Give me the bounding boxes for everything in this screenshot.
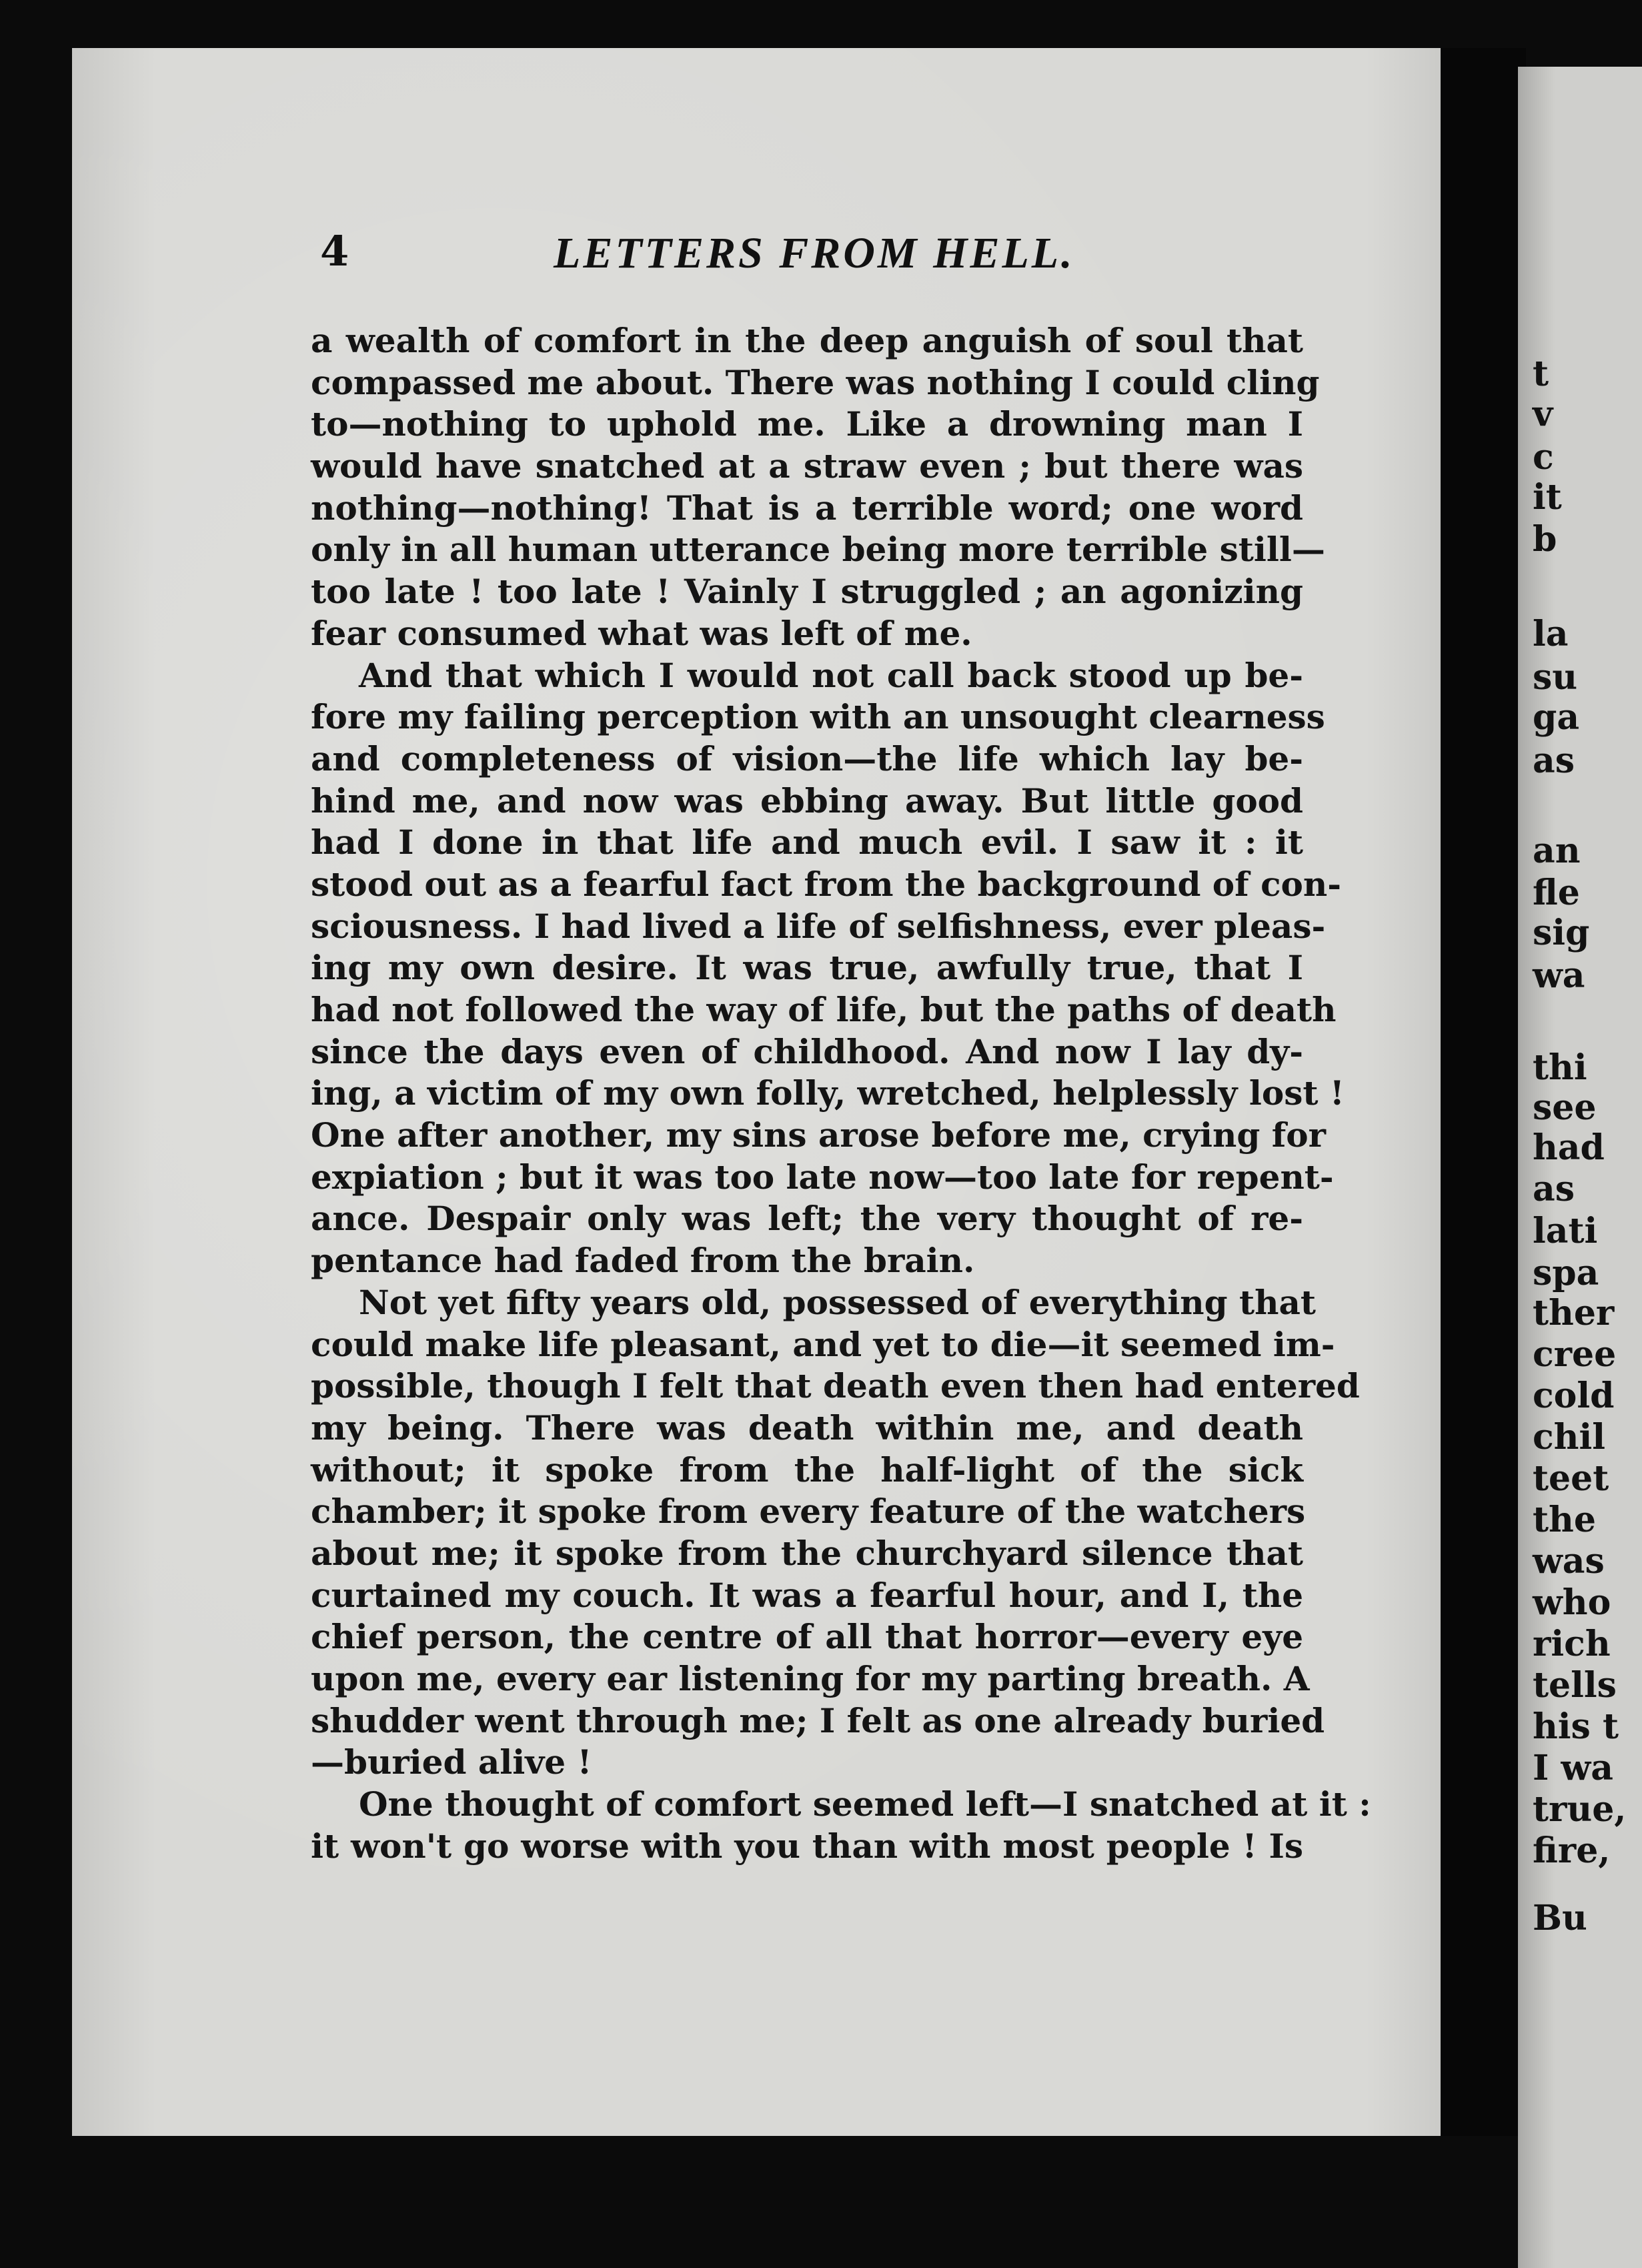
facing-page-fragment: wa xyxy=(1533,955,1585,996)
page-number: 4 xyxy=(320,227,349,275)
facing-page-fragment: as xyxy=(1533,1169,1575,1209)
facing-page-fragment: the xyxy=(1533,1500,1596,1540)
text-line: could make life pleasant, and yet to die—it seemed im- xyxy=(311,1324,1335,1364)
facing-page-fragment: rich xyxy=(1533,1624,1611,1664)
text-line: without; it spoke from the half-light of the sick xyxy=(311,1450,1303,1490)
facing-page-fragment: thi xyxy=(1533,1047,1587,1088)
text-line: ance. Despair only was left; the very thought of re- xyxy=(311,1199,1303,1239)
facing-page-fragment: Bu xyxy=(1533,1898,1587,1938)
text-line: fear consumed what was left of me. xyxy=(311,613,972,653)
text-line: upon me, every ear listening for my parting breath. A xyxy=(311,1659,1310,1698)
text-line: would have snatched at a straw even ; but there was xyxy=(311,446,1303,486)
text-line: a wealth of comfort in the deep anguish of soul that xyxy=(311,321,1303,360)
paragraph xyxy=(311,655,1345,1282)
text-line: since the days even of childhood. And now I lay dy- xyxy=(311,1031,1303,1071)
text-line: fore my failing perception with an unsought clearness xyxy=(311,697,1325,737)
facing-page-fragment: lati xyxy=(1533,1211,1598,1251)
facing-page-fragment: tells xyxy=(1533,1665,1617,1706)
facing-page-fragment: fle xyxy=(1533,873,1580,913)
facing-page-fragment: spa xyxy=(1533,1253,1599,1293)
text-line: to—nothing to uphold me. Like a drowning man I xyxy=(311,404,1303,444)
text-line: chamber; it spoke from every feature of the watchers xyxy=(311,1492,1306,1532)
text-line: had I done in that life and much evil. I saw it : it xyxy=(311,822,1303,863)
text-line: only in all human utterance being more terrible still— xyxy=(311,530,1325,570)
facing-page-edge xyxy=(1518,67,1642,2268)
facing-page-fragment: I wa xyxy=(1533,1748,1613,1788)
text-line: ing, a victim of my own folly, wretched, helplessly lost ! xyxy=(311,1073,1345,1113)
text-line: possible, though I felt that death even then had entered xyxy=(311,1366,1360,1406)
facing-page-fragment: t xyxy=(1533,354,1549,394)
page-header xyxy=(0,227,1642,280)
text-line: and completeness of vision—the life which lay be- xyxy=(311,738,1303,778)
facing-page-fragment: teet xyxy=(1533,1458,1609,1499)
facing-page-fragment: b xyxy=(1533,519,1557,560)
facing-page-fragment: his t xyxy=(1533,1706,1619,1747)
text-line: pentance had faded from the brain. xyxy=(311,1241,975,1281)
facing-page-fragment: su xyxy=(1533,657,1578,698)
text-line: sciousness. I had lived a life of selfishness, ever pleas- xyxy=(311,906,1326,946)
text-line: nothing—nothing! That is a terrible word; one word xyxy=(311,488,1303,528)
text-line: expiation ; but it was too late now—too late for repent- xyxy=(311,1157,1334,1197)
facing-page-fragment: an xyxy=(1533,830,1581,871)
facing-page-fragment: sig xyxy=(1533,913,1590,953)
facing-page-fragment: had xyxy=(1533,1127,1605,1168)
text-line: One thought of comfort seemed left—I snatched at it : xyxy=(359,1784,1371,1824)
facing-page-fragment: as xyxy=(1533,740,1575,781)
facing-page-fragment: true, xyxy=(1533,1789,1627,1830)
book-gutter-shadow xyxy=(1441,48,1526,2136)
facing-page-fragment: ga xyxy=(1533,697,1580,738)
paragraph xyxy=(311,1282,1360,1784)
text-line: curtained my couch. It was a fearful hour, and I, the xyxy=(311,1575,1303,1615)
text-line: stood out as a fearful fact from the background of con- xyxy=(311,864,1341,904)
paragraph xyxy=(311,1784,1371,1867)
facing-page-fragment: cold xyxy=(1533,1375,1615,1416)
facing-page-fragment: see xyxy=(1533,1087,1597,1128)
text-line: too late ! too late ! Vainly I struggled ; an agonizing xyxy=(311,572,1303,612)
text-line: it won't go worse with you than with most people ! Is xyxy=(311,1826,1303,1866)
text-line: about me; it spoke from the churchyard silence that xyxy=(311,1533,1303,1573)
facing-page-fragment: chil xyxy=(1533,1417,1605,1458)
facing-page-fragment: ther xyxy=(1533,1293,1615,1333)
text-line: hind me, and now was ebbing away. But little good xyxy=(311,780,1303,820)
facing-page-fragment: who xyxy=(1533,1582,1611,1623)
facing-page-fragment: fire, xyxy=(1533,1830,1611,1871)
paragraph xyxy=(311,320,1325,655)
text-line: ing my own desire. It was true, awfully true, that I xyxy=(311,948,1303,988)
text-line: chief person, the centre of all that horror—every eye xyxy=(311,1617,1303,1657)
text-line: And that which I would not call back stood up be- xyxy=(359,655,1303,695)
facing-page-fragment: was xyxy=(1533,1541,1605,1582)
text-line: shudder went through me; I felt as one already buried xyxy=(311,1700,1325,1740)
text-line: my being. There was death within me, and death xyxy=(311,1407,1303,1448)
facing-page-fragment: c xyxy=(1533,437,1554,478)
facing-page-fragment: it xyxy=(1533,477,1562,518)
text-line: —buried alive ! xyxy=(311,1742,592,1782)
body-text xyxy=(311,320,1371,1867)
text-line: One after another, my sins arose before me, crying for xyxy=(311,1115,1326,1155)
facing-page-fragment: cree xyxy=(1533,1334,1617,1375)
text-line: compassed me about. There was nothing I could cling xyxy=(311,362,1320,402)
running-title: LETTERS FROM HELL. xyxy=(554,229,1075,277)
text-line: had not followed the way of life, but the paths of death xyxy=(311,990,1337,1029)
facing-page-fragment: la xyxy=(1533,614,1569,654)
text-line: Not yet fifty years old, possessed of everything that xyxy=(359,1282,1316,1322)
facing-page-fragment: v xyxy=(1533,394,1553,434)
